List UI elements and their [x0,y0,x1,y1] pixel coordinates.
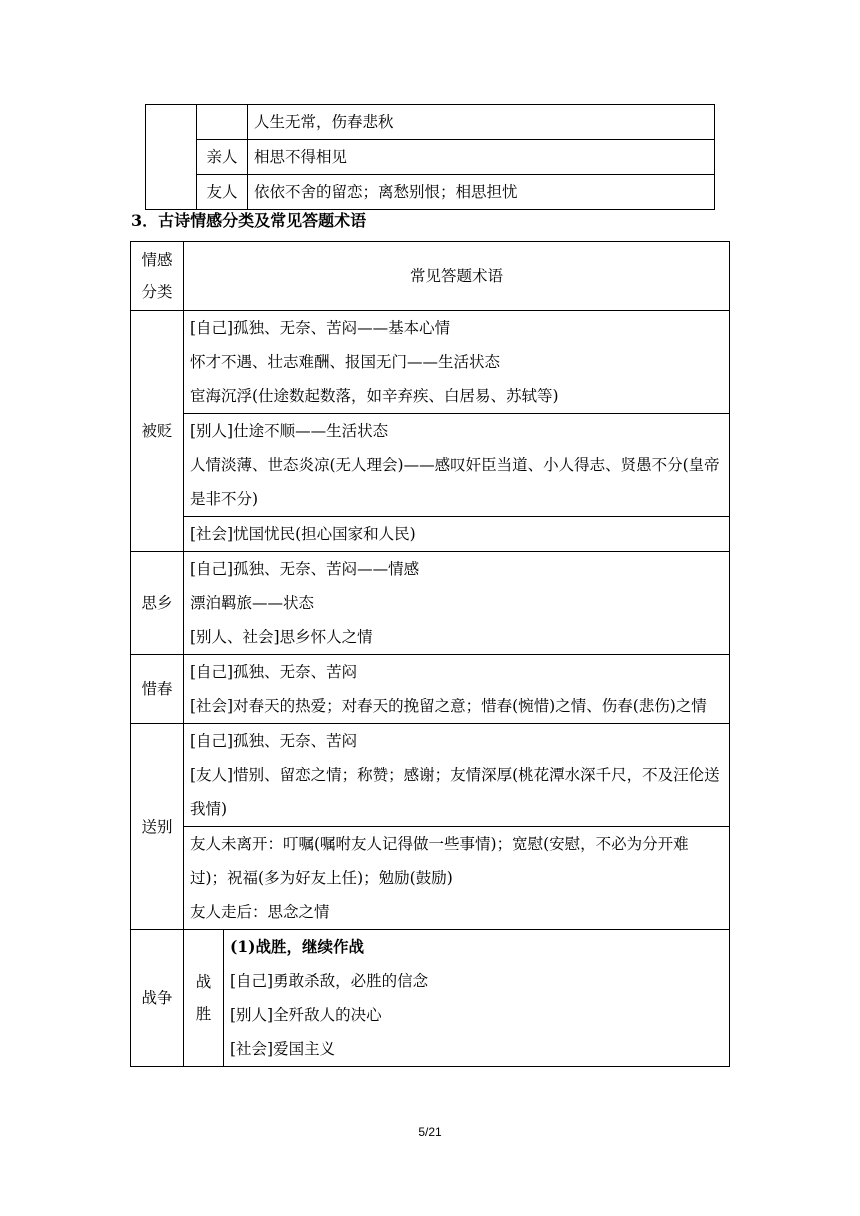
terms-cell [184,414,730,517]
term-line: 怀才不遇、壮志难酬、报国无门——生活状态 [190,353,501,371]
table-row [131,517,730,552]
row-label: 友人 [197,175,248,210]
terms-cell [184,552,730,655]
table-row [131,311,730,414]
category-cell: 惜春 [131,655,184,724]
table-row [131,414,730,517]
terms-cell [184,724,730,827]
term-line: [自己]孤独、无奈、苦闷——基本心情 [190,319,451,337]
subcategory-char: 胜 [195,1005,212,1023]
header-row [131,242,730,311]
header-category-cell [131,242,184,311]
terms-cell [224,930,730,1067]
term-line: [自己]孤独、无奈、苦闷——情感 [190,560,420,578]
term-line: [别人]仕途不顺——生活状态 [190,422,389,440]
table-row [131,655,730,724]
term-line: [友人]惜别、留恋之情；称赞；感谢；友情深厚(桃花潭水深千尺，不及汪伦送我情) [190,766,720,818]
header-category-line2: 分类 [141,283,173,301]
term-line: [自己]孤独、无奈、苦闷 [190,732,358,750]
term-line: 人情淡薄、世态炎凉(无人理会)——感叹奸臣当道、小人得志、贤愚不分(皇帝是非不分) [190,456,720,508]
term-line: [社会]爱国主义 [230,1040,336,1058]
page-number: 5/21 [418,1125,442,1139]
row-text: 依依不舍的留恋；离愁别恨；相思担忧 [248,175,715,210]
continued-table [145,104,715,210]
category-cell: 被贬 [131,311,184,552]
section-heading: 3．古诗情感分类及常见答题术语 [131,211,367,230]
term-line: [社会]忧国忧民(担心国家和人民) [190,525,416,543]
table-row [131,827,730,930]
header-terms-cell: 常见答题术语 [184,242,730,311]
term-line: [别人、社会]思乡怀人之情 [190,628,373,646]
term-line: 宦海沉浮(仕途数起数落，如辛弃疾、白居易、苏轼等) [190,387,559,405]
subcategory-cell [184,930,224,1067]
term-line: [别人]全歼敌人的决心 [230,1006,382,1024]
merged-blank-cell [146,105,197,210]
emotion-terms-table [130,241,730,1067]
term-line: 友人走后：思念之情 [190,903,330,921]
subcategory-char: 战 [195,973,212,991]
category-cell: 战争 [131,930,184,1067]
table-row [131,930,730,1067]
term-line: [自己]勇敢杀敌，必胜的信念 [230,972,429,990]
terms-cell [184,517,730,552]
table-row [131,724,730,827]
terms-cell [184,655,730,724]
table-row [131,552,730,655]
row-text: 人生无常，伤春悲秋 [248,105,715,140]
category-cell: 思乡 [131,552,184,655]
row-label [197,105,248,140]
term-line: [自己]孤独、无奈、苦闷 [190,663,358,681]
term-line: [社会]对春天的热爱；对春天的挽留之意；惜春(惋惜)之情、伤春(悲伤)之情 [190,697,707,715]
header-category-line1: 情感 [141,251,173,269]
term-line: 友人未离开：叮嘱(嘱咐友人记得做一些事情)；宽慰(安慰，不必为分开难过)；祝福(多为好友上任)；勉励(鼓励) [190,835,689,887]
category-cell: 送别 [131,724,184,930]
term-line: 漂泊羁旅——状态 [190,594,315,612]
term-line: (1)战胜，继续作战 [230,937,364,956]
row-label: 亲人 [197,140,248,175]
terms-cell [184,827,730,930]
terms-cell [184,311,730,414]
row-text: 相思不得相见 [248,140,715,175]
